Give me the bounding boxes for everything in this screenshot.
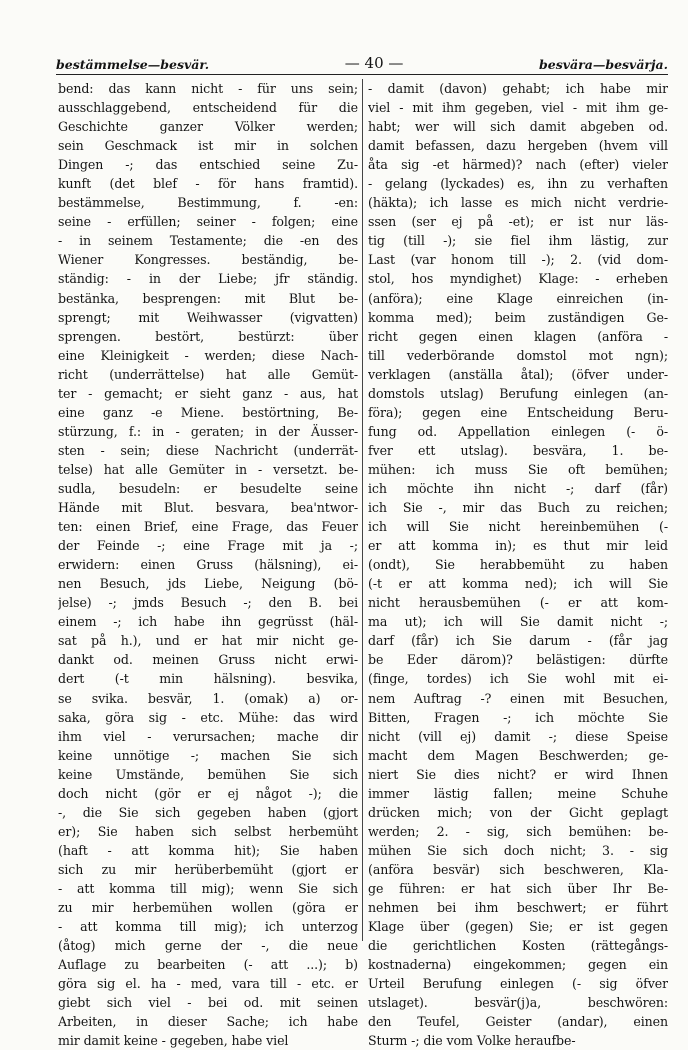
text-line: mühen: ich muss Sie oft bemühen; [368,461,668,477]
left-column [58,79,358,1050]
text-line: sudla, besudeln: er besudelte seine [58,480,358,496]
text-line: fver ett utslag). besvära, 1. be- [368,442,668,458]
text-line: Geschichte ganzer Völker werden; [58,119,358,135]
text-line: darf (får) ich Sie darum - (får jag [368,633,668,649]
text-line: nicht herausbemühen (- er att kom- [368,595,668,611]
text-line: sat på h.), und er hat mir nicht ge- [58,633,358,649]
text-line: zu mir herbemühen wollen (göra er [58,900,358,916]
text-line: richt (underrättelse) hat alle Gemüt- [58,366,358,382]
text-line: Arbeiten, in dieser Sache; ich habe [58,1014,358,1030]
text-line: stol, hos myndighet) Klage: - erheben [368,271,668,287]
text-line: - att komma till mig); wenn Sie sich [58,880,358,896]
right-column [368,79,668,1050]
text-line: (anföra besvär) sich beschweren, Kla- [368,861,668,877]
text-line: verklagen (anställa åtal); (öfver under- [368,366,668,382]
text-line: Urteil Berufung einlegen (- sig öfver [368,976,668,992]
text-line: göra sig el. ha - med, vara till - etc. er [58,976,358,992]
text-line: ter - gemacht; er sieht ganz - aus, hat [58,385,358,401]
text-line: keine unnötige -; machen Sie sich [58,747,358,763]
text-line: Bitten, Fragen -; ich möchte Sie [368,709,668,725]
text-line: ich Sie -, mir das Buch zu reichen; [368,500,668,516]
text-line: Dingen -; das entschied seine Zu- [58,157,358,173]
text-line: be Eder därom)? belästigen: dürfte [368,652,668,668]
text-line: - gelang (lyckades) es, ihn zu verhaften [368,176,668,192]
text-line: niert Sie dies nicht? er wird Ihnen [368,766,668,782]
text-line: telse) hat alle Gemüter in - versetzt. be- [58,461,358,477]
text-line: tig (till -); sie fiel ihm lästig, zur [368,233,668,249]
text-line: nem Auftrag -? einen mit Besuchen, [368,690,668,706]
text-line: sich zu mir herüberbemüht (gjort er [58,861,358,877]
text-line: fung od. Appellation einlegen (- ö- [368,423,668,439]
text-line: giebt sich viel - bei od. mit seinen [58,995,358,1011]
text-line: richt gegen einen klagen (anföra - [368,328,668,344]
text-line: drücken mich; von der Gicht geplagt [368,804,668,820]
text-line: (häkta); ich lasse es mich nicht verdrie- [368,195,668,211]
text-line: föra); gegen eine Entscheidung Beru- [368,404,668,420]
text-line: eine ganz -e Miene. bestörtning, Be- [58,404,358,420]
text-line: utslaget). besvär(j)a, beschwören: [368,995,668,1011]
text-line: - att komma till mig); ich unterzog [58,919,358,935]
text-line: sprengt; mit Weihwasser (vigvatten) [58,309,358,325]
text-line: - damit (davon) gehabt; ich habe mir [368,81,668,96]
text-line: doch nicht (gör er ej något -); die [58,785,358,801]
text-line: ausschlaggebend, entscheidend für die [58,100,358,116]
text-line: ich will Sie nicht hereinbemühen (- [368,519,668,535]
text-line: macht dem Magen Beschwerden; ge- [368,747,668,763]
text-line: till vederbörande domstol mot ngn); [368,347,668,363]
text-line: er att komma in); es thut mir leid [368,538,668,554]
text-line: bestänka, besprengen: mit Blut be- [58,290,358,306]
header-right-guideword: besvära—besvärja. [539,57,668,72]
text-line: bend: das kann nicht - für uns sein; [58,81,358,96]
text-line: Hände mit Blut. besvara, bea'ntwor- [58,500,358,516]
column-divider [362,79,363,941]
text-line: Klage über (gegen) Sie; er ist gegen [368,919,668,935]
header-left-guideword: bestämmelse—besvär. [56,57,210,72]
text-line: ten: einen Brief, eine Frage, das Feuer [58,519,358,535]
text-line: nicht (vill ej) damit -; diese Speise [368,728,668,744]
text-line: ma ut); ich will Sie damit nicht -; [368,614,668,630]
text-line: - in seinem Testamente; die -en des [58,233,358,249]
text-line: kunft (det blef - för hans framtid). [58,176,358,192]
text-line: einem -; ich habe ihn gegrüsst (häl- [58,614,358,630]
text-line: domstols utslag) Berufung einlegen (an- [368,385,668,401]
text-line: -, die Sie sich gegeben haben (gjort [58,804,358,820]
text-line: Wiener Kongresses. beständig, be- [58,252,358,268]
text-line: bestämmelse, Bestimmung, f. -en: [58,195,358,211]
text-line: (ondt), Sie herabbemüht zu haben [368,557,668,573]
text-line: (haft - att komma hit); Sie haben [58,842,358,858]
text-line: mühen Sie sich doch nicht; 3. - sig [368,842,668,858]
text-line: ge führen: er hat sich über Ihr Be- [368,880,668,896]
text-line: nehmen bei ihm beschwert; er führt [368,900,668,916]
text-line: (åtog) mich gerne der -, die neue [58,938,358,954]
text-line: (anföra); eine Klage einreichen (in- [368,290,668,306]
text-line: dert (-t min hälsning). besvika, [58,671,358,687]
text-line: den Teufel, Geister (andar), einen [368,1014,668,1030]
page-number: — 40 — [344,54,404,72]
text-line: (-t er att komma ned); ich will Sie [368,576,668,592]
text-line: keine Umstände, bemühen Sie sich [58,766,358,782]
text-line: (finge, tordes) ich Sie wohl mit ei- [368,671,668,687]
text-line: Sturm -; die vom Volke heraufbe- [368,1033,576,1049]
text-line: eine Kleinigkeit - werden; diese Nach- [58,347,358,363]
text-line: habt; wer will sich damit abgeben od. [368,119,668,135]
text-line: kostnaderna) eingekommen; gegen ein [368,957,668,973]
text-line: Last (var honom till -); 2. (vid dom- [368,252,668,268]
text-line: immer lästig fallen; meine Schuhe [368,785,668,801]
text-line: er); Sie haben sich selbst herbemüht [58,823,358,839]
text-line: ich möchte ihn nicht -; darf (får) [368,480,668,496]
text-line: ihm viel - verursachen; mache dir [58,728,358,744]
text-line: dankt od. meinen Gruss nicht erwi- [58,652,358,668]
text-line: se svika. besvär, 1. (omak) a) or- [58,690,358,706]
text-line: werden; 2. - sig, sich bemühen: be- [368,823,668,839]
text-line: åta sig -et härmed)? nach (efter) vieler [368,157,668,173]
text-line: komma med); beim zuständigen Ge- [368,309,668,325]
text-line: seine - erfüllen; seiner - folgen; eine [58,214,358,230]
page-header [56,50,668,72]
text-line: ssen (ser ej på -et); er ist nur läs- [368,214,668,230]
text-line: Auflage zu bearbeiten (- att ...); b) [58,957,358,973]
text-line: erwidern: einen Gruss (hälsning), ei- [58,557,358,573]
text-line: stürzung, f.: in - geraten; in der Äusser- [58,423,358,439]
text-line: sprengen. bestört, bestürzt: über [58,328,358,344]
text-line: saka, göra sig - etc. Mühe: das wird [58,709,358,725]
text-line: mir damit keine - gegeben, habe viel [58,1033,289,1049]
text-line: jelse) -; jmds Besuch -; den B. bei [58,595,358,611]
text-line: der Feinde -; eine Frage mit ja -; [58,538,358,554]
text-line: nen Besuch, jds Liebe, Neigung (bö- [58,576,358,592]
text-line: viel - mit ihm gegeben, viel - mit ihm ge- [368,100,668,116]
text-line: sten - sein; diese Nachricht (underrät- [58,442,358,458]
header-rule [56,74,668,75]
text-line: ständig: - in der Liebe; jfr ständig. [58,271,358,287]
text-line: damit befassen, dazu hergeben (hvem vill [368,138,668,154]
text-line: sein Geschmack ist mir in solchen [58,138,358,154]
text-line: die gerichtlichen Kosten (rättegångs- [368,938,668,954]
